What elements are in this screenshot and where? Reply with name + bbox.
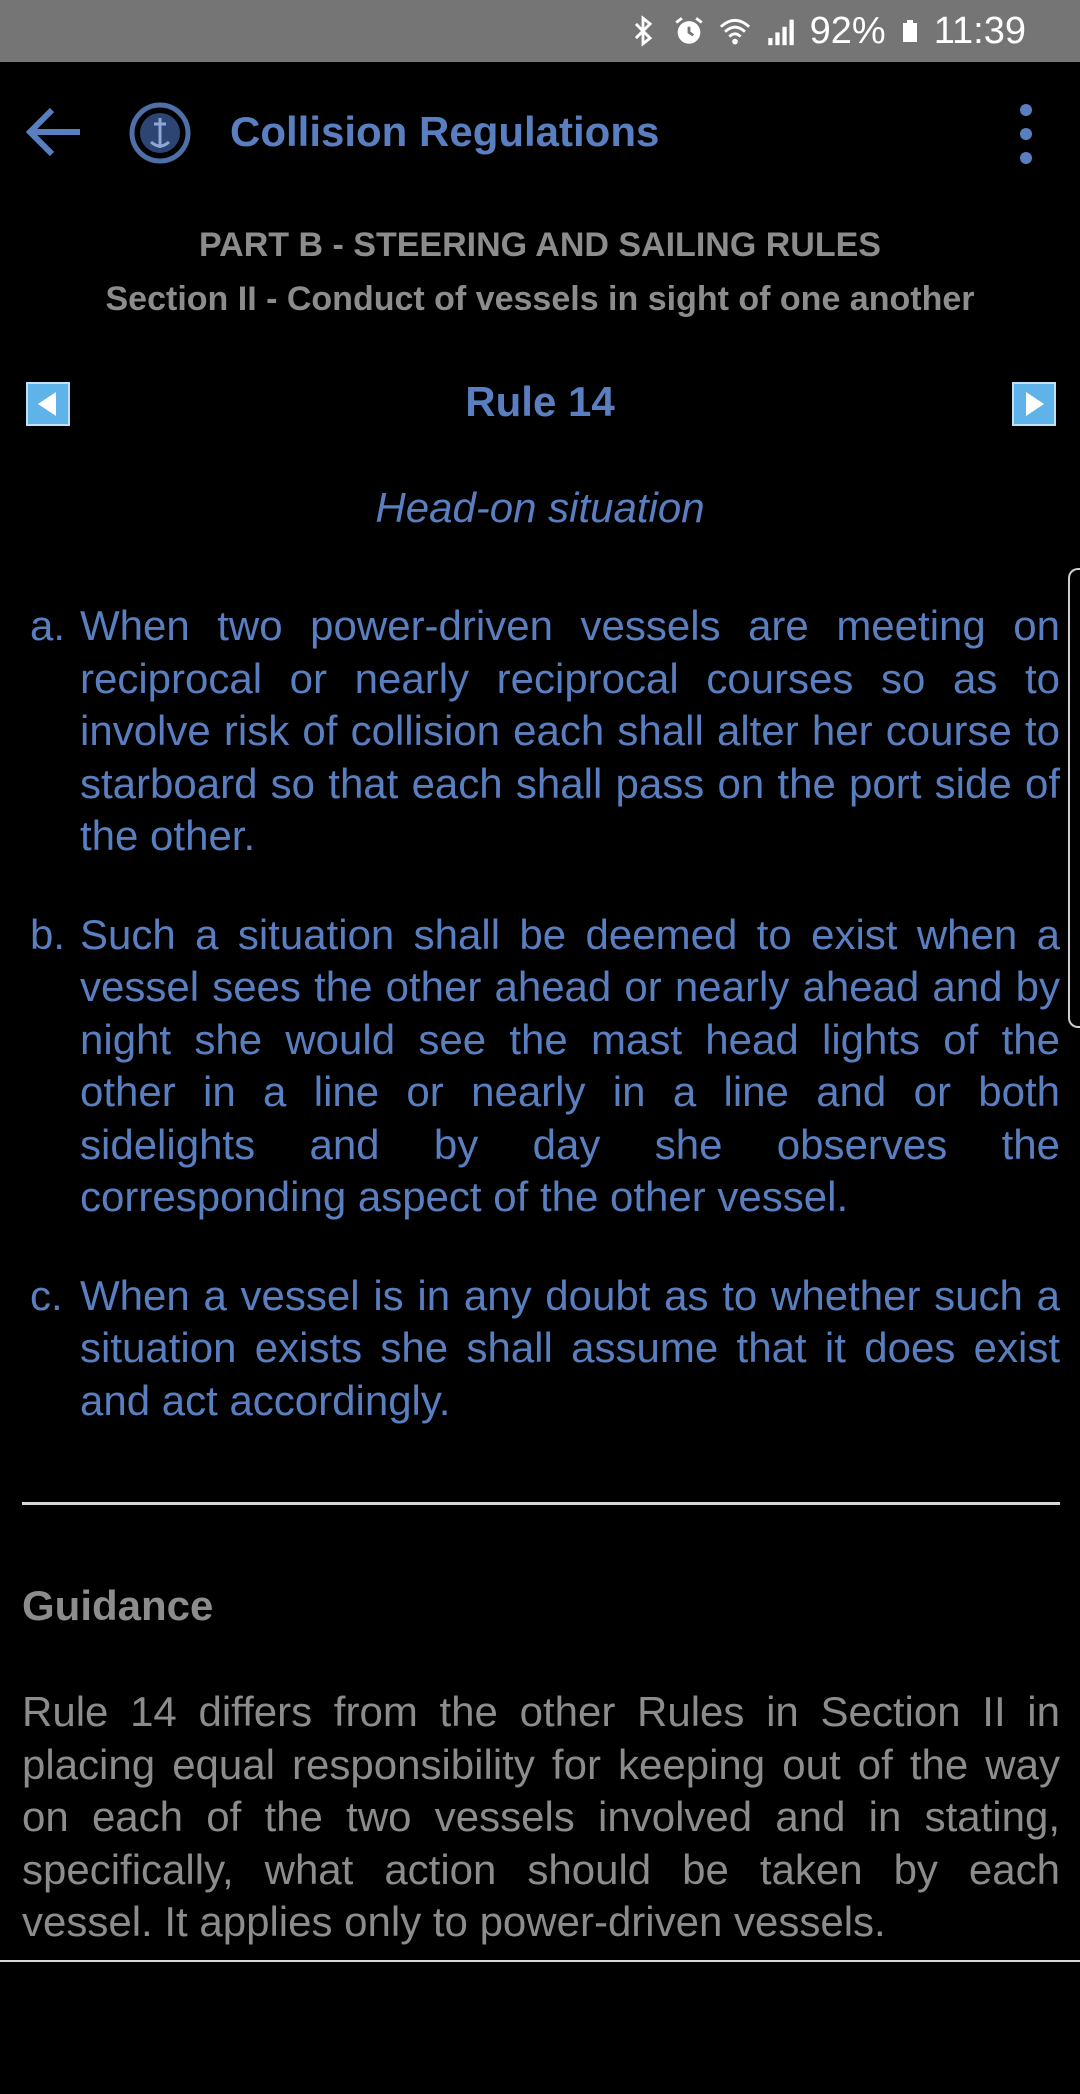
rule-title: Rule 14 [465,378,615,425]
scrollbar[interactable] [1068,568,1080,1028]
clause-text: When a vessel is in any doubt as to whether such a situation exists she shall assume that it does exist and act accordingly. [80,1271,1060,1424]
more-vert-icon[interactable] [1010,100,1042,168]
guidance-text: Rule 14 differs from the other Rules in Section II in placing equal responsibility for keeping out of the way on each of the two vessels involved and in stating, specifically, what action should be taken by each vessel. It applies only to power-driven vessels. [22,1688,1060,1945]
rule-clauses [30,600,1060,1473]
rule-clause [30,909,1060,1224]
imo-logo [127,100,193,166]
clause-marker: c. [30,1271,63,1319]
status-bar [0,0,1080,62]
part-heading: PART B - STEERING AND SAILING RULES [199,226,881,264]
battery-percent: 92% [809,9,886,52]
section-divider [22,1502,1060,1505]
rule-clause [30,600,1060,863]
signal-icon [764,14,798,48]
app-title: Collision Regulations [230,108,660,155]
alarm-icon [672,14,706,48]
clause-marker: b. [30,910,66,958]
wifi-icon [718,14,752,48]
clause-text: When two power-driven vessels are meeting on reciprocal or nearly reciprocal courses so as to involve risk of collision each shall alter her course to starboard so that each shall pass on the port side of the other. [80,602,1060,859]
guidance-heading: Guidance [22,1582,214,1629]
rule-clause [30,1270,1060,1428]
rule-subtitle: Head-on situation [375,484,705,531]
next-rule-button[interactable] [1012,382,1056,426]
status-time: 11:39 [933,9,1026,52]
section-heading: Section II - Conduct of vessels in sight of one another [105,280,975,318]
bluetooth-icon [626,14,660,48]
battery-icon [898,14,922,48]
clause-marker: a. [30,602,66,649]
clause-text: Such a situation shall be deemed to exist when a vessel sees the other ahead or nearly ahead and by night she would see the mast head lights of the other in a line or nearly in a line and or both sidelights and by day she observes the corresponding aspect of the other vessel. [80,910,1060,1220]
content-bottom-edge [0,1960,1080,1962]
app-bar [0,62,1080,202]
arrow-left-icon[interactable] [22,102,86,162]
